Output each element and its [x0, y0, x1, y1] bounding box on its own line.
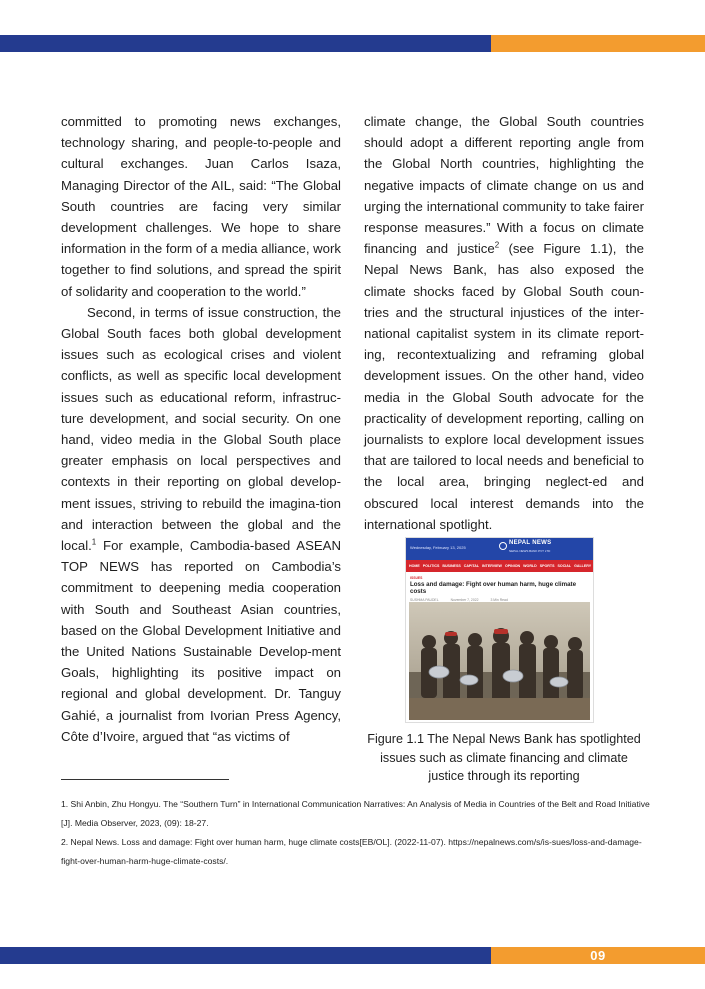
- paragraph-text: For example, Cambodia-based ASEAN TOP NEWS has reported on Cambodia’s commitment to deepening media cooperation with South and Southeast Asian countries, based on the Global Development Initiative and the United Nations Sustainable Develop-ment Goals, highlighting its positive impact on regional and global development. Dr. Tanguy Gahié, a journalist from Ivorian Press Agency, Côte d’Ivoire, argued that “as victims of: [61, 538, 341, 744]
- caption-line: Figure 1.1 The Nepal News Bank has spotlighted: [367, 732, 641, 746]
- paragraph-text: climate change, the Global South countries should adopt a different reporting angle from the Global North countries, highlighting the negative impacts of climate change on us and urging the international community to take fairer response measures.” With a focus on climate financing and justice: [364, 114, 644, 257]
- nav-item: HOME: [409, 564, 420, 568]
- figure-caption: [364, 730, 644, 786]
- left-text-column: [61, 111, 341, 747]
- nav-item: SOCIAL: [557, 564, 572, 568]
- article-author: SUSHMA PAUDEL: [410, 598, 439, 602]
- footnote-2: 2. Nepal News. Loss and damage: Fight over human harm, huge climate costs[EB/OL]. (2022-11-07). https://nepalnews.com/s/is-sues/loss-and-damage-fight-over-human-harm-huge-climate-costs/.: [61, 837, 642, 866]
- right-text-column: [364, 111, 644, 535]
- bottom-band-blue: [0, 947, 491, 964]
- paragraph-continued: committed to promoting news exchanges, technology sharing, and people-to-people and cultural exchanges. Juan Carlos Isaza, Managing Director of the AIL, said: “The Global South countries are facing very similar development challenges. We hope to share information in the form of a media alliance, work together to find solutions, and spread the spirit of solidarity and cooperation to the world.”: [61, 114, 341, 299]
- article-headline: Loss and damage: Fight over human harm, huge climate costs: [410, 581, 577, 595]
- nav-item: INTERVIEW: [482, 564, 502, 568]
- top-color-band: [0, 35, 705, 52]
- nepal-news-logo-icon: [499, 542, 507, 550]
- figure-screenshot: [405, 537, 605, 723]
- paragraph-text: Second, in terms of issue construction, the Global South faces both global development issues such as ecological crises and violent conflicts, as well as specific local development issues such as educational reform, infrastruc-ture development, and social security. On one hand, video media in the Global South place greater emphasis on local perspectives and contexts in their reporting on global develop-ment issues, striving to rebuild the imagina-tion and interaction between the global and the local.: [61, 304, 341, 554]
- site-logo: NEPAL NEWS: [509, 540, 552, 546]
- crowd-photo: [409, 602, 590, 720]
- page-number: 09: [590, 948, 606, 963]
- article-read-time: 3 Min Read: [490, 598, 508, 602]
- footnote-1: 1. Shi Anbin, Zhu Hongyu. The “Southern Turn” in International Communication Narratives: An Analysis of Media in Countries of the Belt and Road Initiative [J]. Media Observer, 2023, (09): 18-27.: [61, 799, 650, 828]
- caption-line: justice through its reporting: [428, 769, 580, 784]
- caption-line: issues such as climate financing and climate: [380, 750, 628, 765]
- footnote-ref-1: 1: [91, 537, 97, 547]
- nav-item: CAPITAL: [463, 564, 480, 568]
- paragraph-climate: [364, 111, 644, 535]
- footnotes: [61, 795, 651, 871]
- nav-item: POLITICS: [422, 564, 440, 568]
- nav-item: GALLERY: [574, 564, 592, 568]
- site-nav: [406, 560, 605, 572]
- paragraph-issue-construction: [61, 302, 341, 747]
- site-article: [406, 572, 593, 602]
- site-date: Wednesday, February 13, 2025: [410, 545, 466, 550]
- news-site-header: [406, 538, 593, 560]
- nav-item: MORE: [594, 564, 605, 568]
- nav-item: WORLD: [523, 564, 537, 568]
- nav-item: SPORTS: [539, 564, 555, 568]
- nav-item: OPINION: [504, 564, 521, 568]
- footnote-ref-2: 2: [494, 240, 500, 250]
- site-logo-sub: NEPAL NEWS BANK PVT LTD: [509, 549, 551, 553]
- bottom-band-orange: [491, 947, 705, 964]
- nav-item: BUSINESS: [442, 564, 461, 568]
- footnote-divider: [61, 779, 229, 780]
- article-date: November 7, 2022: [450, 598, 479, 602]
- top-band-orange: [491, 35, 705, 52]
- top-band-blue: [0, 35, 491, 52]
- bottom-color-band: [0, 947, 705, 964]
- article-category: ISSUES: [410, 576, 423, 580]
- paragraph-text: (see Figure 1.1), the Nepal News Bank, has also exposed the climate shocks faced by Global South coun-tries and the structural injustices of the inter-national capitalist system in its climate report-ing, recontextualizing and reframing global development issues. On the other hand, video media in the Global South advocate for the practicality of development reporting, calling on journalists to explore local development issues that are tailored to local needs and beneficial to the local area, bringing neglect-ed and obscured local interest demands into the international spotlight.: [364, 241, 644, 532]
